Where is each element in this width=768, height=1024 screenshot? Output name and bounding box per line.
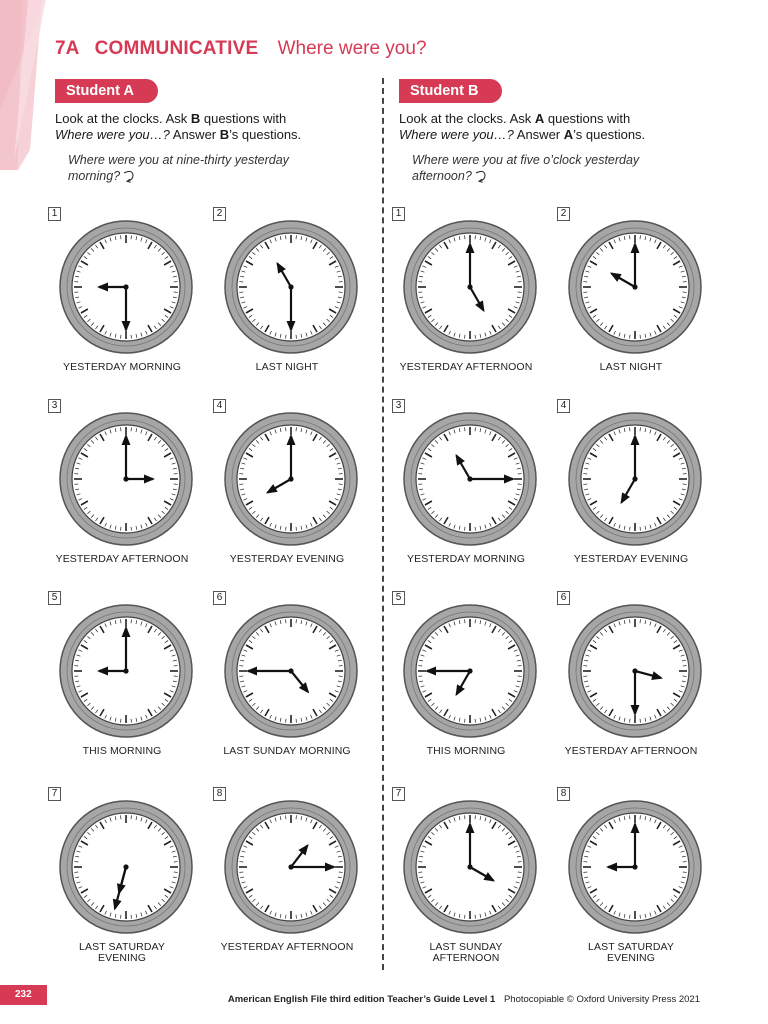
- clock-label: [35, 362, 209, 373]
- clock-number: 1: [48, 207, 61, 221]
- clock-item: [395, 788, 549, 970]
- clock-label: [544, 554, 718, 565]
- instr-bold: A: [534, 111, 545, 126]
- clock-item: [216, 788, 370, 970]
- book-title: American English File third edition Teacher’s Guide Level 1: [227, 994, 496, 1005]
- clock-number: 8: [557, 787, 570, 801]
- clock-label-line-2: EVENING: [98, 952, 146, 964]
- corner-decoration: [0, 0, 60, 170]
- clock-face-icon: [400, 409, 540, 549]
- student-b-column: [395, 79, 729, 969]
- clock-item: [216, 400, 370, 582]
- clock-label-line-1: YESTERDAY MORNING: [63, 361, 181, 373]
- clock-number: 4: [557, 399, 570, 413]
- instr-text: Look at the clocks. Ask: [399, 111, 535, 126]
- clock-item: [560, 208, 714, 390]
- example-line-2: morning?: [68, 169, 121, 183]
- intonation-arrow-icon: [122, 169, 138, 183]
- student-a-example: [68, 152, 338, 184]
- example-line-1: Where were you at nine-thirty yesterday: [68, 153, 289, 167]
- clock-item: [51, 592, 205, 774]
- student-a-column: [51, 79, 385, 969]
- clock-face-icon: [56, 217, 196, 357]
- clock-number: 2: [213, 207, 226, 221]
- unit-code: 7A: [55, 38, 80, 59]
- clock-item: [51, 208, 205, 390]
- clock-item: [216, 592, 370, 774]
- clock-number: 8: [213, 787, 226, 801]
- clock-label: [544, 362, 718, 373]
- clock-label: [544, 942, 718, 964]
- clock-number: 2: [557, 207, 570, 221]
- clock-face-icon: [400, 217, 540, 357]
- clock-number: 3: [392, 399, 405, 413]
- clock-label-line-1: LAST SATURDAY: [588, 941, 674, 953]
- clock-number: 7: [48, 787, 61, 801]
- instr-text: ’s questions.: [229, 127, 302, 142]
- example-line-2: afternoon?: [412, 169, 472, 183]
- clock-label: [200, 362, 374, 373]
- clock-number: 1: [392, 207, 405, 221]
- clock-face-icon: [56, 601, 196, 741]
- clock-label-line-1: LAST SUNDAY: [429, 941, 503, 953]
- page-number: 232: [0, 985, 47, 1005]
- clock-label-line-1: LAST SATURDAY: [79, 941, 165, 953]
- footer-credit: [228, 994, 700, 1005]
- clock-face-icon: [400, 601, 540, 741]
- clock-label-line-1: YESTERDAY AFTERNOON: [220, 941, 354, 953]
- clock-number: 6: [213, 591, 226, 605]
- clock-item: [395, 208, 549, 390]
- student-b-badge: Student B: [399, 79, 502, 103]
- clock-label-line-1: YESTERDAY AFTERNOON: [564, 745, 698, 757]
- clock-label: [200, 554, 374, 565]
- clock-face-icon: [56, 409, 196, 549]
- clock-label: [200, 942, 374, 953]
- clock-number: 5: [392, 591, 405, 605]
- instr-text: ’s questions.: [573, 127, 646, 142]
- clock-label: [379, 746, 553, 757]
- clock-label-line-2: AFTERNOON: [432, 952, 500, 964]
- student-a-instructions: [55, 111, 355, 143]
- clock-item: [560, 400, 714, 582]
- clock-label-line-1: YESTERDAY AFTERNOON: [55, 553, 189, 565]
- instr-italic: Where were you…?: [399, 127, 514, 142]
- student-b-example: [412, 152, 682, 184]
- clock-face-icon: [400, 797, 540, 937]
- clock-number: 5: [48, 591, 61, 605]
- clock-label: [544, 746, 718, 757]
- clock-label: [35, 746, 209, 757]
- clock-label-line-1: LAST NIGHT: [255, 361, 319, 373]
- page-title: [55, 36, 427, 62]
- clock-item: [216, 208, 370, 390]
- clock-item: [51, 788, 205, 970]
- clock-label: [379, 554, 553, 565]
- clock-item: [560, 788, 714, 970]
- clock-number: 4: [213, 399, 226, 413]
- copyright-notice: Photocopiable © Oxford University Press 2021: [503, 994, 700, 1005]
- intonation-arrow-icon: [474, 169, 490, 183]
- clock-item: [51, 400, 205, 582]
- instr-text: questions with: [544, 111, 631, 126]
- clock-label-line-2: EVENING: [607, 952, 655, 964]
- clock-item: [560, 592, 714, 774]
- clock-face-icon: [221, 601, 361, 741]
- clock-label-line-1: YESTERDAY AFTERNOON: [399, 361, 533, 373]
- clock-face-icon: [565, 797, 705, 937]
- clock-number: 6: [557, 591, 570, 605]
- instr-bold: B: [190, 111, 201, 126]
- clock-label-line-1: YESTERDAY EVENING: [573, 553, 689, 565]
- clock-label-line-1: LAST NIGHT: [599, 361, 663, 373]
- clock-face-icon: [221, 217, 361, 357]
- example-line-1: Where were you at five o’clock yesterday: [412, 153, 640, 167]
- clock-label: [379, 362, 553, 373]
- clock-label-line-1: THIS MORNING: [426, 745, 506, 757]
- clock-item: [395, 592, 549, 774]
- activity-title: Where were you?: [277, 38, 427, 59]
- student-b-instructions: [399, 111, 699, 143]
- clock-face-icon: [565, 409, 705, 549]
- clock-label: [35, 554, 209, 565]
- clock-label-line-1: LAST SUNDAY MORNING: [223, 745, 351, 757]
- clock-face-icon: [56, 797, 196, 937]
- clock-face-icon: [221, 409, 361, 549]
- instr-bold: A: [563, 127, 574, 142]
- clock-label: [379, 942, 553, 964]
- instr-text: Answer: [513, 127, 564, 142]
- instr-text: questions with: [200, 111, 287, 126]
- clock-face-icon: [565, 601, 705, 741]
- clock-label: [200, 746, 374, 757]
- instr-italic: Where were you…?: [55, 127, 170, 142]
- instr-text: Answer: [169, 127, 220, 142]
- student-a-badge: Student A: [55, 79, 158, 103]
- clock-face-icon: [221, 797, 361, 937]
- activity-type: COMMUNICATIVE: [94, 38, 259, 59]
- clock-label: [35, 942, 209, 964]
- instr-bold: B: [219, 127, 230, 142]
- clock-label-line-1: YESTERDAY MORNING: [407, 553, 525, 565]
- instr-text: Look at the clocks. Ask: [55, 111, 191, 126]
- clock-label-line-1: YESTERDAY EVENING: [229, 553, 345, 565]
- clock-label-line-1: THIS MORNING: [82, 745, 162, 757]
- clock-face-icon: [565, 217, 705, 357]
- clock-item: [395, 400, 549, 582]
- clock-number: 3: [48, 399, 61, 413]
- clock-number: 7: [392, 787, 405, 801]
